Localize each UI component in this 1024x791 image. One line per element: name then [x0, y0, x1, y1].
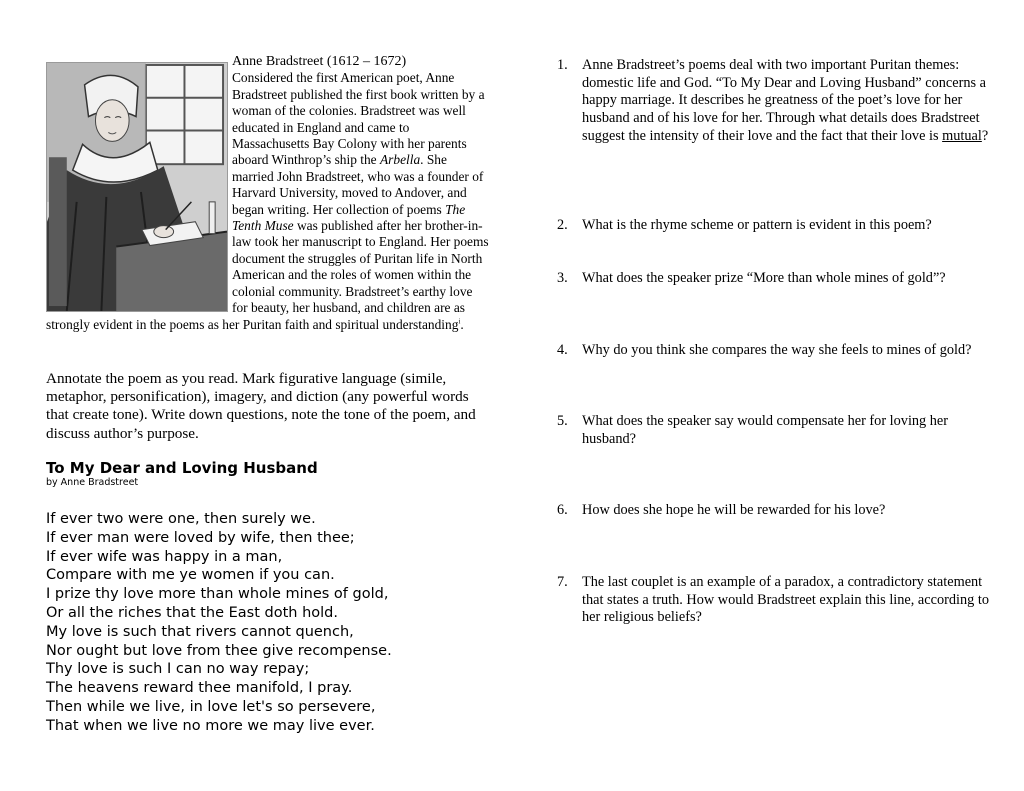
poem-line: Nor ought but love from thee give recompense. — [46, 642, 392, 659]
bio-text-part1: Considered the first American poet, Anne Bradstreet published the first book written by a woman of the colonies. Bradstreet was well educated in England and came to Massachusetts Bay Colony with her parents aboard Winthrop’s ship the — [232, 70, 485, 168]
bio-ship-name: Arbella — [379, 152, 421, 168]
poem-line: My love is such that rivers cannot quench, — [46, 623, 354, 640]
poem-title: To My Dear and Loving Husband — [46, 459, 318, 477]
question-number: 1. — [557, 57, 568, 73]
question-text: How does she hope he will be rewarded for his love? — [582, 502, 886, 518]
footnote-marker: i — [458, 317, 461, 326]
poem-line: Then while we live, in love let's so persevere, — [46, 698, 376, 715]
question-text — [582, 57, 997, 146]
bio-text-part2: . She married John Bradstreet, who was a founder of Harvard University, moved to Andover, and began writing. Her collection of poems — [232, 152, 484, 217]
bio-text-part3: was published after her brother-in-law took her manuscript to England. Her poems document the struggles of Puritan life in North American and the roles of women within the colonial community. Bradstreet’s earthy love for beauty, her husband, and children are as strongly evident in the poems as her Puritan faith and spiritual understanding — [46, 218, 489, 332]
question-number: 5. — [557, 413, 568, 429]
question-text: What is the rhyme scheme or pattern is evident in this poem? — [582, 217, 932, 233]
question-text: What does the speaker prize “More than whole mines of gold”? — [582, 270, 946, 286]
question-number: 6. — [557, 502, 568, 518]
bio-text-end: . — [460, 316, 464, 332]
question-text-a: Anne Bradstreet’s poems deal with two important Puritan themes: domestic life and God. “To My Dear and Loving Husband” concerns a happy marriage. It describes he greatness of the poet’s love for her husband and of his love for her. Through what details does Bradstreet suggest the intensity of their love and the fact that their love is — [582, 57, 986, 144]
question-3 — [557, 270, 997, 288]
poem-line: Thy love is such I can no way repay; — [46, 661, 310, 678]
question-text-b: ? — [981, 127, 989, 144]
question-number: 3. — [557, 270, 568, 286]
poem-line: If ever two were one, then surely we. — [46, 511, 316, 527]
question-5 — [557, 413, 997, 448]
question-4 — [557, 342, 997, 360]
poem-author: by Anne Bradstreet — [46, 477, 139, 488]
poem-line: That when we live no more we may live ever. — [46, 717, 375, 734]
biography — [46, 54, 490, 333]
question-2 — [557, 217, 997, 235]
annotation-instructions: Annotate the poem as you read. Mark figurative language (simile, metaphor, personification), imagery, and diction (any powerful words that create tone). Write down questions, note the tone of the poem, and discuss author’s purpose. — [46, 370, 476, 442]
poem-line: Compare with me ye women if you can. — [46, 567, 335, 584]
question-number: 2. — [557, 217, 568, 233]
underlined-word: mutual — [942, 127, 982, 144]
question-7 — [557, 574, 997, 627]
question-number: 7. — [557, 574, 568, 590]
bio-title: Anne Bradstreet (1612 – 1672) — [232, 54, 407, 69]
poem-lines — [46, 510, 392, 736]
question-text: What does the speaker say would compensate her for loving her husband? — [582, 413, 949, 447]
question-text: The last couplet is an example of a paradox, a contradictory statement that states a truth. How would Bradstreet explain this line, according to her religious beliefs? — [582, 574, 989, 626]
poem-line: The heavens reward thee manifold, I pray. — [46, 680, 353, 697]
poem-line: I prize thy love more than whole mines of gold, — [46, 586, 389, 603]
question-number: 4. — [557, 342, 568, 358]
question-6 — [557, 502, 997, 520]
poem-line: Or all the riches that the East doth hold. — [46, 604, 338, 621]
poem-line: If ever wife was happy in a man, — [46, 548, 283, 565]
question-text: Why do you think she compares the way she feels to mines of gold? — [582, 342, 972, 358]
poem-line: If ever man were loved by wife, then thee; — [46, 529, 355, 546]
bio-book-title: The Tenth Muse — [232, 201, 466, 234]
question-1 — [557, 57, 997, 146]
portrait-space — [46, 54, 232, 312]
